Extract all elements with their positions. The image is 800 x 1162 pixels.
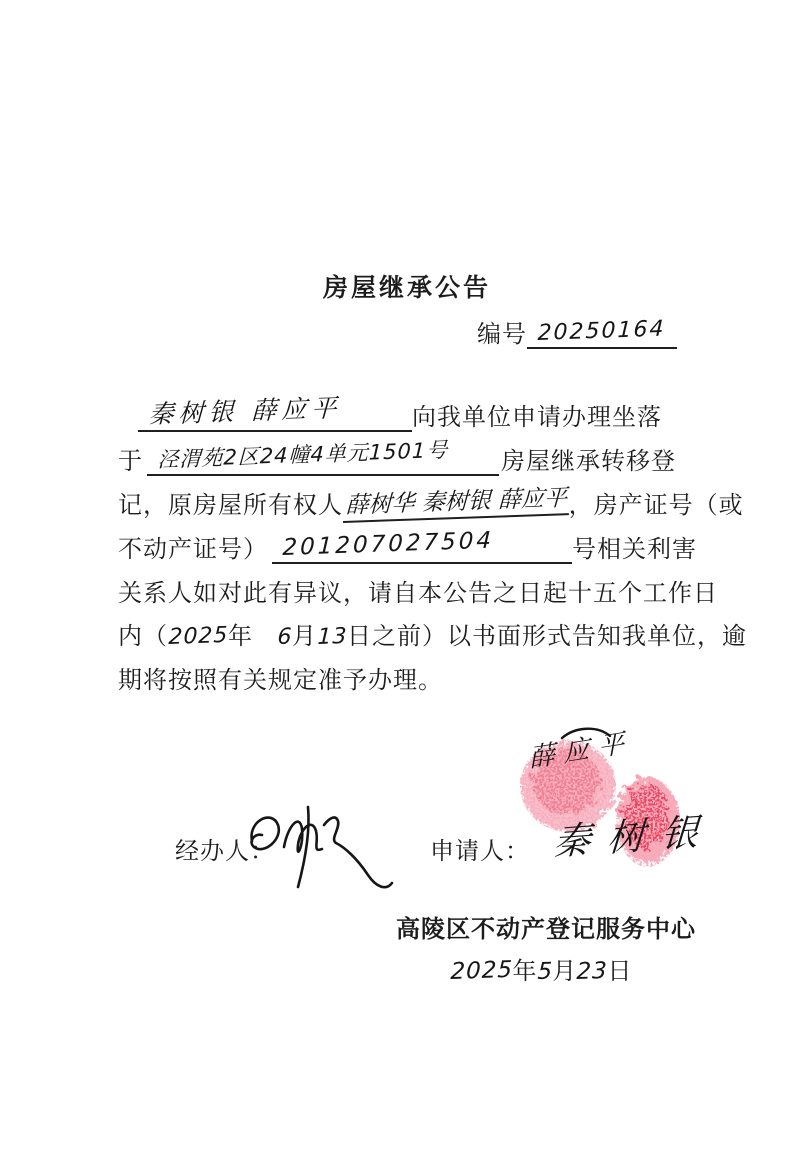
- applicant-signature-qin: 秦树银: [552, 809, 717, 864]
- applicant-signature-xue: 薛应平: [528, 727, 634, 774]
- body-text-after-address: 房屋继承转移登: [501, 447, 676, 475]
- certificate-number-handwritten: 201207027504: [282, 527, 495, 561]
- year-unit: 年: [228, 622, 253, 650]
- body-line-7: 期将按照有关规定准予办理。: [118, 666, 443, 694]
- body-text-after-applicants: 向我单位申请办理坐落: [412, 403, 662, 431]
- body-line-1: [118, 393, 662, 432]
- applicants-handwritten: 秦树银 薛应平: [148, 393, 342, 429]
- certificate-blank: [272, 527, 572, 564]
- body-line-2: [118, 437, 676, 476]
- document-title: 房屋继承公告: [323, 273, 492, 302]
- body-text-after-owners: ，房产证号（或: [568, 491, 744, 519]
- issuing-organization: 高陵区不动产登记服务中心: [396, 915, 696, 943]
- body-text-after-certificate: 号相关利害: [572, 535, 697, 563]
- owners-handwritten: 薛树华 秦树银 薛应平: [343, 479, 570, 523]
- date-day-handwritten: 23: [576, 957, 609, 985]
- address-handwritten: 泾渭苑2区24幢4单元1501号: [157, 437, 449, 472]
- body-text-cert-prefix: 不动产证号）: [118, 535, 268, 563]
- deadline-day-handwritten: 13: [317, 623, 348, 650]
- applicants-blank: [138, 393, 412, 432]
- date-month-unit: 月: [552, 957, 577, 985]
- date-month-handwritten: 5: [536, 958, 554, 985]
- body-text-deadline-prefix: 内（: [118, 622, 168, 650]
- date-year-unit: 年: [512, 957, 537, 985]
- number-blank: [527, 317, 677, 349]
- body-text-deadline-suffix: 日之前）以书面形式告知我单位，逾: [347, 622, 747, 650]
- address-blank: [147, 437, 499, 476]
- body-text-owners-prefix: 记，原房屋所有权人: [118, 491, 343, 519]
- deadline-year-handwritten: 2025: [168, 622, 229, 650]
- issue-date-line: [450, 951, 631, 986]
- body-text-yu: 于: [118, 447, 143, 475]
- date-day-unit: 日: [607, 957, 632, 985]
- number-label: 编号: [477, 320, 527, 348]
- body-line-5: 关系人如对此有异议，请自本公告之日起十五个工作日: [118, 579, 718, 607]
- applicant-label: 申请人：: [430, 837, 530, 865]
- body-line-4: [118, 529, 697, 564]
- handler-label: 经办人：: [175, 837, 275, 865]
- month-unit: 月: [292, 622, 317, 650]
- document-number-line: [477, 314, 677, 349]
- body-line-6: [118, 616, 747, 651]
- body-line-3: [118, 485, 744, 523]
- deadline-month-handwritten: 6: [277, 624, 293, 650]
- date-year-handwritten: 2025: [450, 956, 514, 985]
- number-value-handwritten: 20250164: [537, 316, 666, 346]
- handler-signature-scribble: [238, 795, 398, 900]
